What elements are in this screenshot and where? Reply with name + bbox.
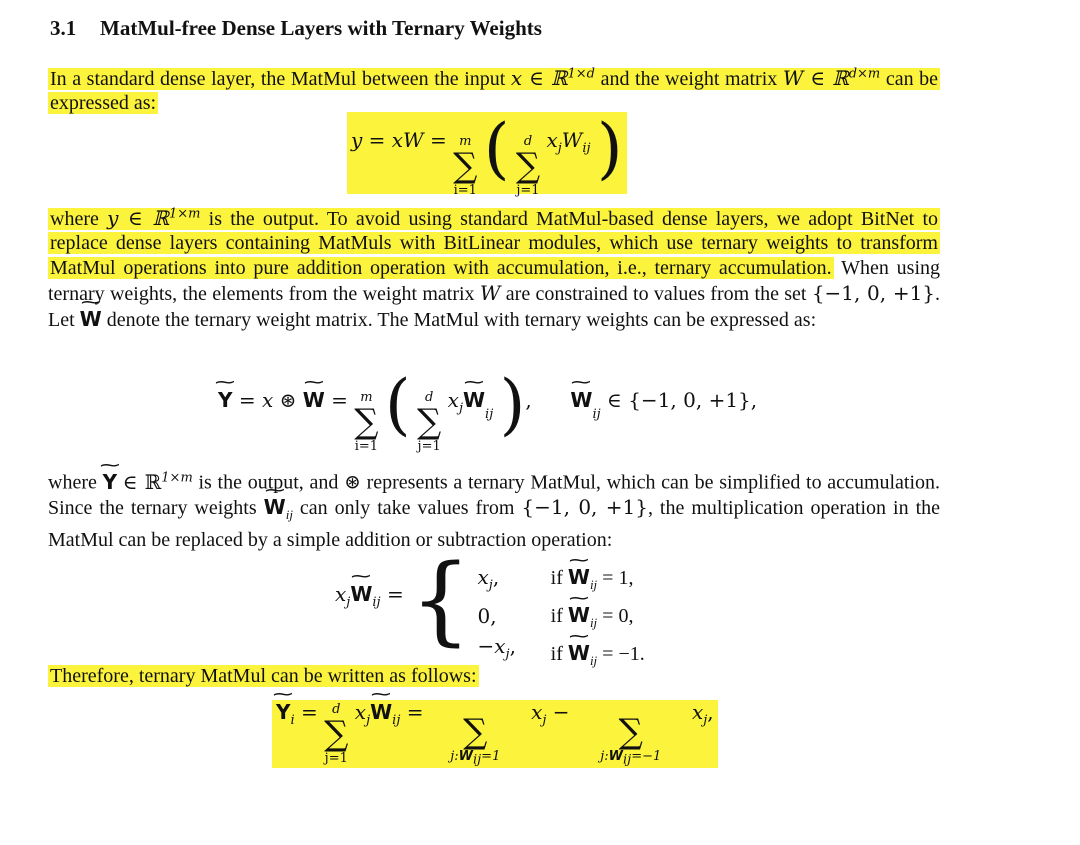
eq2-sum-outer: m ∑ i=1: [354, 389, 379, 454]
eq1-lhs: y = xW =: [351, 128, 447, 152]
equation-1: y = xW = m ∑ i=1 ( d ∑ j=1 $x_jW_{ij}$ ): [347, 112, 627, 194]
paragraph-4: Therefore, ternary MatMul can be written as follows:: [50, 665, 477, 687]
p1-text-b: and the weight matrix: [600, 67, 778, 90]
section-title: MatMul-free Dense Layers with Ternary Weights: [100, 16, 542, 40]
paragraph-1: [48, 62, 940, 116]
equation-3: $x_j\sim$ $W_{ij}$ = { $x_j$, 0, $-x_j$, if ~ $W_{ij} = 1$, if ~ $W_{ij} = 0$, if ~ $W_{ij} = -1$.: [335, 552, 645, 666]
equation-4: ~ $Y_i$ = d ∑ j=1 $x_j\sim$ $W_{ij}$ = ∑ $j:W_{ij}=1$ $x_j$ − ∑ $j:W_{ij}=-1$ $x_j$,: [272, 700, 718, 768]
eq4-sum-1: d ∑ j=1: [324, 701, 349, 766]
cases-values: $x_j$, 0, $-x_j$,: [477, 565, 516, 662]
w-in-r: W ∈ ℝ$^{d\times m}$: [782, 65, 881, 90]
p1-text-c: can be expressed as:: [50, 67, 939, 115]
section-number: 3.1: [50, 16, 77, 40]
x-in-r: x ∈ ℝ$^{1\times d}$: [510, 65, 595, 90]
eq4-sum-3: ∑ $j:W_{ij}=-1$: [600, 712, 662, 768]
eq1-sum-inner: d ∑ j=1: [515, 133, 541, 198]
paragraph-2: where y ∈ ℝ$^{1\times m}$ is the output. To avoid using standard MatMul-based dense layers, we adopt BitNet to replace dense layers containing MatMuls with BitLinear modules, which use ternary weights to transform MatMul operations into pure addition operation with accumulation, i.e., ternary accumulation. When using ternary weights, the elements from the weight matrix W are constrained to values from the set {−1, 0, +1}. Let ~ W denote the ternary weight matrix. The MatMul with ternary weights can be expressed as:: [48, 202, 940, 333]
p1-text-a: In a standard dense layer, the MatMul between the input: [50, 67, 506, 90]
eq1-sum-outer: m ∑ i=1: [453, 133, 478, 198]
cases-conditions: if ~ $W_{ij} = 1$, if ~ $W_{ij} = 0$, if ~ $W_{ij} = -1$.: [551, 562, 645, 676]
y-in-r: y ∈ ℝ$^{1\times m}$: [107, 205, 201, 230]
eq4-sum-2: ∑ $j:W_{ij}=1$: [450, 712, 501, 768]
paragraph-3: where ~ Y ∈ ℝ$^{1\times m}$ is the output, and ⊛ represents a ternary MatMul, which can be simplified to accumulation. Since the ternary weights ~ $W_{ij}$ can only take values from {−1, 0, +1}, the multiplication operation in the MatMul can be replaced by a simple addition or subtraction operation:: [48, 466, 940, 553]
eq2-sum-inner: d ∑ j=1: [417, 389, 442, 454]
w-tilde: ~ W: [80, 307, 102, 332]
section-heading: [50, 16, 542, 41]
eq1-term: $x_jW_{ij}$: [546, 128, 591, 156]
equation-2: ~ Y = x ⊛ ~ W = m ∑ i=1 ( d ∑ j=1 $x_j\sim$ $W_{ij}$ ), ~ $W_{ij}$ ∈ {−1, 0, +1},: [218, 372, 757, 454]
